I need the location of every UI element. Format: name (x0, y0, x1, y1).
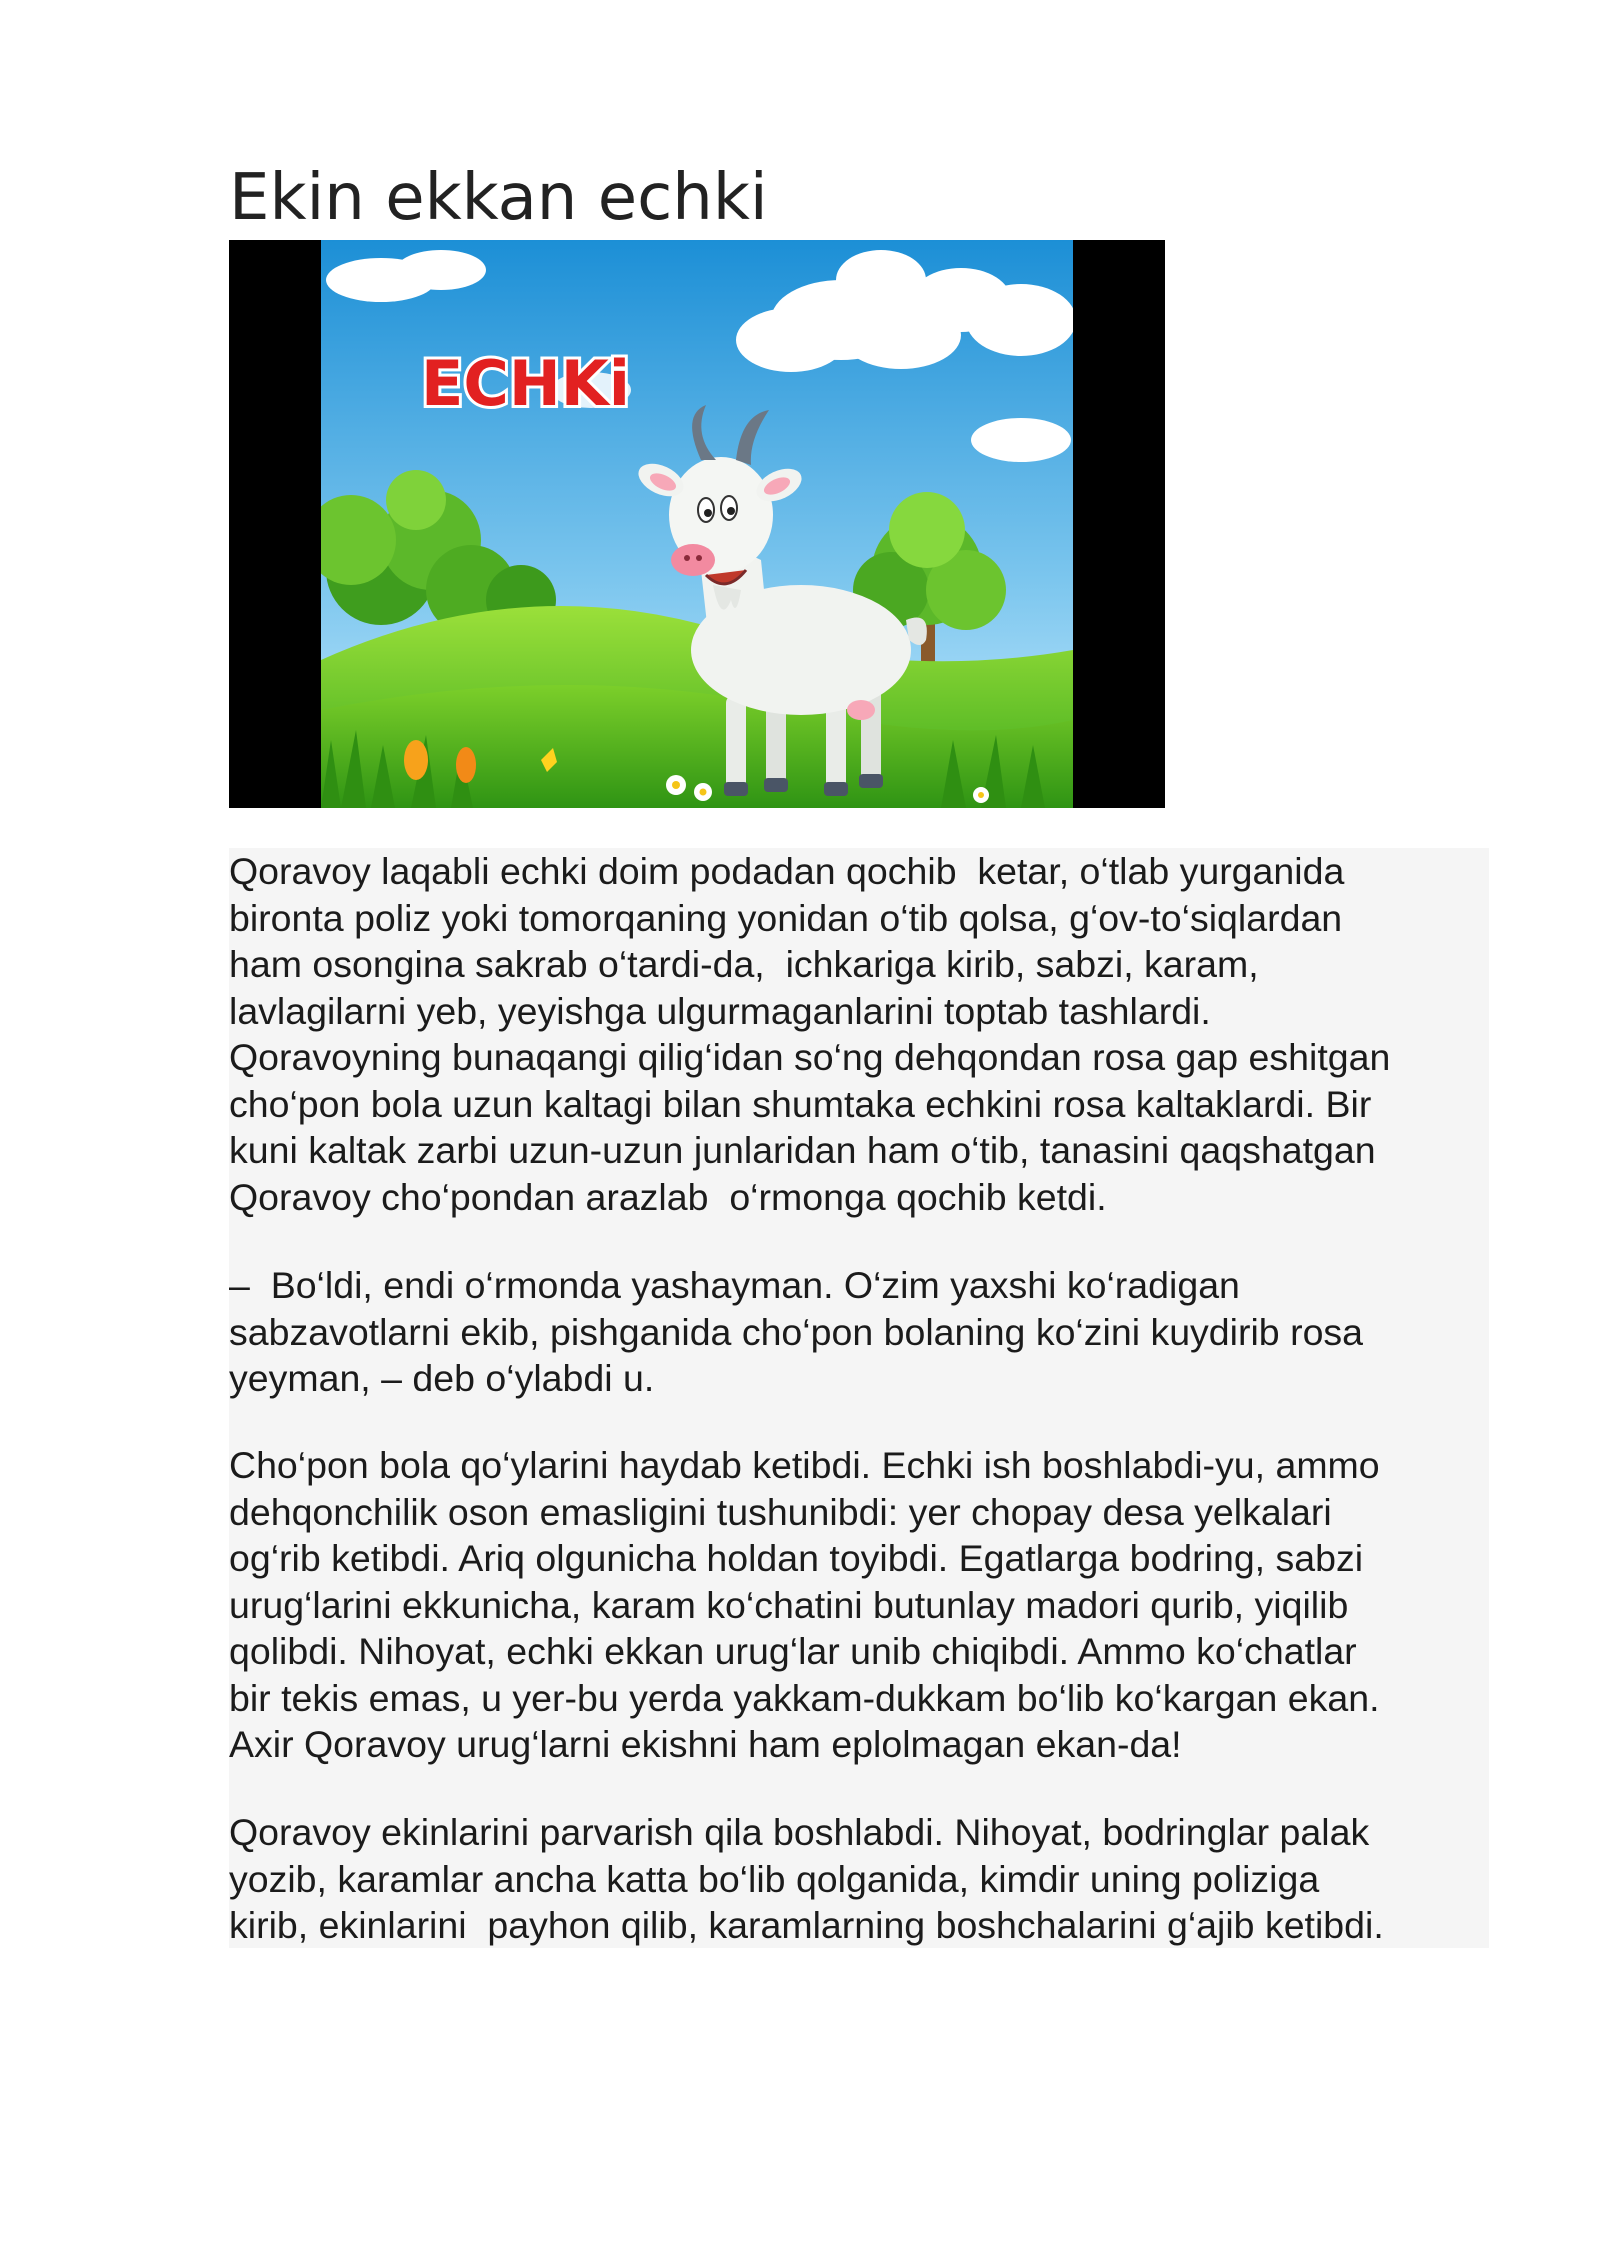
goat-cartoon-image (321, 240, 1073, 808)
text-line: lavlagilarni yeb, yeyishga ulgurmaganlarini toptab tashlardi. (229, 989, 1211, 1032)
text-line: urug‘larini ekkunicha, karam ko‘chatini butunlay madori qurib, yiqilib (229, 1583, 1349, 1626)
text-line: sabzavotlarni ekib, pishganida cho‘pon bolaning ko‘zini kuydirib rosa (229, 1310, 1364, 1353)
story-paragraph-1 (229, 848, 1491, 1220)
text-line: Cho‘pon bola qo‘ylarini haydab ketibdi. Echki ish boshlabdi-yu, ammo (229, 1444, 1380, 1486)
text-line: Qoravoy laqabli echki doim podadan qochib ketar, o‘tlab yurganida (229, 850, 1345, 892)
page-title: Ekin ekkan echki (229, 161, 768, 235)
text-line: og‘rib ketibdi. Ariq olgunicha holdan toyibdi. Egatlarga bodring, sabzi (229, 1537, 1364, 1579)
text-line: Axir Qoravoy urug‘larni ekishni ham eplolmagan ekan-da! (229, 1723, 1182, 1765)
goat-illustration (229, 240, 1165, 808)
text-line: bironta poliz yoki tomorqaning yonidan o‘tib qolsa, g‘ov-to‘siqlardan (229, 896, 1343, 939)
text-line: kuni kaltak zarbi uzun-uzun junlaridan ham o‘tib, tanasini qaqshatgan (229, 1129, 1376, 1171)
text-line: Qoravoy cho‘pondan arazlab o‘rmonga qochib ketdi. (229, 1175, 1107, 1218)
story-paragraph-2 (229, 1262, 1491, 1402)
text-line: bir tekis emas, u yer-bu yerda yakkam-dukkam bo‘lib ko‘kargan ekan. (229, 1676, 1380, 1719)
text-line: cho‘pon bola uzun kaltagi bilan shumtaka echkini rosa kaltaklardi. Bir (229, 1082, 1372, 1125)
story-paragraph-3 (229, 1442, 1491, 1768)
echki-label: ECHKi (421, 347, 631, 420)
text-line: ham osongina sakrab o‘tardi-da, ichkariga kirib, sabzi, karam, (229, 943, 1259, 985)
story-paragraph-4 (229, 1809, 1491, 1949)
text-line: Qoravoy ekinlarini parvarish qila boshlabdi. Nihoyat, bodringlar palak (229, 1811, 1370, 1853)
text-line: yozib, karamlar ancha katta bo‘lib qolganida, kimdir uning poliziga (229, 1857, 1320, 1900)
text-line: yeyman, – deb o‘ylabdi u. (229, 1357, 655, 1399)
text-line: – Bo‘ldi, endi o‘rmonda yashayman. O‘zim yaxshi ko‘radigan (229, 1264, 1240, 1306)
text-line: Qoravoyning bunaqangi qilig‘idan so‘ng dehqondan rosa gap eshitgan (229, 1036, 1391, 1078)
text-line: qolibdi. Nihoyat, echki ekkan urug‘lar unib chiqibdi. Ammo ko‘chatlar (229, 1630, 1357, 1672)
text-line: kirib, ekinlarini payhon qilib, karamlarning boshchalarini g‘ajib ketibdi. (229, 1904, 1384, 1946)
text-line: dehqonchilik oson emasligini tushunibdi: yer chopay desa yelkalari (229, 1490, 1332, 1533)
